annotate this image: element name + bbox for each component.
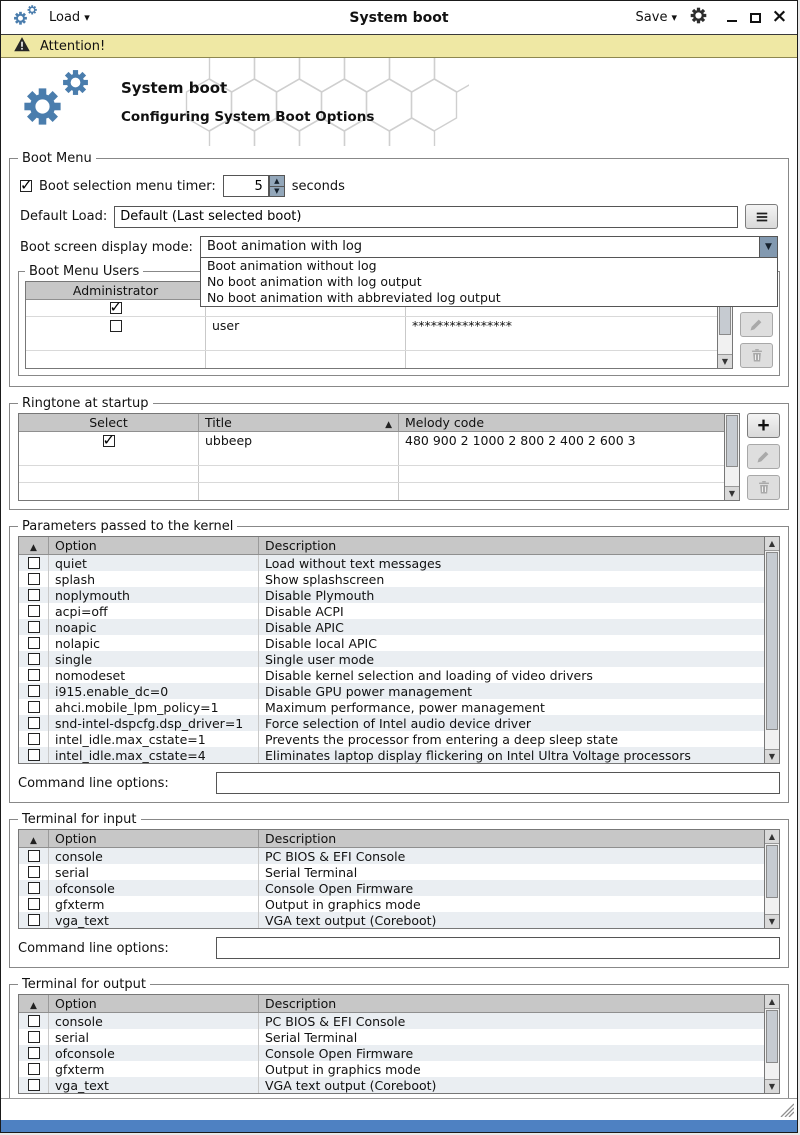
option-checkbox[interactable] — [28, 621, 40, 633]
option-name-cell: gfxterm — [49, 1061, 259, 1077]
kernel-table-body — [19, 555, 764, 763]
option-checkbox[interactable] — [28, 1015, 40, 1027]
users-col-administrator[interactable]: Administrator — [26, 282, 206, 299]
empty-row — [26, 334, 717, 351]
option-name-cell: snd-intel-dspcfg.dsp_driver=1 — [49, 715, 259, 731]
sort-asc-icon — [30, 996, 37, 1011]
kernel-params-group — [9, 519, 789, 803]
display-mode-dropdown — [200, 257, 778, 307]
option-name-cell: nolapic — [49, 635, 259, 651]
terminal-option-row[interactable] — [19, 1045, 764, 1061]
scrollbar-thumb[interactable] — [766, 1010, 778, 1063]
titlebar — [1, 1, 797, 35]
terminal-output-scrollbar[interactable] — [765, 994, 780, 1094]
kernel-option-row[interactable] — [19, 667, 764, 683]
option-description-cell: Maximum performance, power management — [265, 700, 545, 715]
option-checkbox[interactable] — [28, 850, 40, 862]
kernel-option-row[interactable] — [19, 587, 764, 603]
kernel-col-option[interactable]: Option — [49, 537, 259, 554]
option-checkbox[interactable] — [28, 653, 40, 665]
option-checkbox[interactable] — [28, 733, 40, 745]
terminal-option-row[interactable] — [19, 912, 764, 928]
timer-row — [20, 175, 778, 197]
terminal-option-row[interactable] — [19, 1013, 764, 1029]
terminal-input-table-header — [19, 830, 764, 848]
scrollbar-track[interactable] — [725, 414, 739, 486]
option-checkbox[interactable] — [28, 1063, 40, 1075]
option-description-cell: PC BIOS & EFI Console — [265, 849, 406, 864]
kernel-option-row[interactable] — [19, 619, 764, 635]
option-description-cell: PC BIOS & EFI Console — [265, 1014, 406, 1029]
timer-checkbox[interactable] — [20, 180, 32, 192]
page-title: System boot — [121, 79, 228, 97]
option-description-cell: VGA text output (Coreboot) — [265, 1078, 437, 1093]
ringtone-table-body — [19, 432, 724, 449]
terminal-input-col-option[interactable]: Option — [49, 830, 259, 847]
user-name-cell: user — [206, 317, 406, 334]
terminal-input-cmdline-input[interactable] — [216, 937, 780, 959]
option-name-cell: quiet — [49, 555, 259, 571]
edit-ringtone-button[interactable] — [747, 444, 780, 469]
settings-gear-icon[interactable] — [689, 6, 708, 29]
dropdown-option[interactable]: No boot animation with log output — [206, 274, 422, 289]
option-name-cell: intel_idle.max_cstate=1 — [49, 731, 259, 747]
option-checkbox[interactable] — [28, 1031, 40, 1043]
boot-menu-legend: Boot Menu — [22, 151, 92, 166]
terminal-input-legend: Terminal for input — [22, 812, 137, 827]
default-load-row — [20, 204, 778, 229]
dropdown-option[interactable]: No boot animation with abbreviated log output — [206, 290, 501, 305]
ringtone-melody-cell: 480 900 2 1000 2 800 2 400 2 600 3 — [405, 433, 636, 448]
option-description-cell: Console Open Firmware — [265, 1046, 414, 1061]
terminal-input-table-body — [19, 848, 764, 928]
kernel-col-description[interactable]: Description — [265, 538, 337, 553]
terminal-output-legend: Terminal for output — [22, 977, 146, 992]
sort-asc-icon — [30, 831, 37, 846]
timer-spinbox — [223, 175, 285, 197]
option-checkbox[interactable] — [28, 717, 40, 729]
combo-arrow-icon[interactable] — [759, 237, 777, 257]
default-load-menu-button[interactable] — [745, 204, 778, 229]
kernel-col-sort[interactable] — [19, 537, 49, 554]
terminal-output-col-option[interactable]: Option — [49, 995, 259, 1012]
terminal-option-row[interactable] — [19, 1061, 764, 1077]
kernel-table-header — [19, 537, 764, 555]
option-name-cell: ahci.mobile_lpm_policy=1 — [49, 699, 259, 715]
page-header — [1, 58, 797, 146]
scrollbar-thumb[interactable] — [726, 415, 738, 467]
option-description-cell: VGA text output (Coreboot) — [265, 913, 437, 928]
terminal-output-col-sort[interactable] — [19, 995, 49, 1012]
boot-menu-users-legend: Boot Menu Users — [29, 264, 140, 279]
ringtone-table-header — [19, 414, 724, 432]
option-description-cell: Output in graphics mode — [265, 1062, 421, 1077]
terminal-output-col-description[interactable]: Description — [265, 996, 337, 1011]
kernel-params-legend: Parameters passed to the kernel — [22, 519, 234, 534]
option-checkbox[interactable] — [28, 914, 40, 926]
attention-label: Attention! — [40, 38, 106, 54]
minimize-icon — [727, 20, 737, 22]
option-description-cell: Disable GPU power management — [265, 684, 473, 699]
option-name-cell: i915.enable_dc=0 — [49, 683, 259, 699]
option-description-cell: Single user mode — [265, 652, 375, 667]
scroll-down-icon[interactable] — [765, 914, 779, 928]
ringtone-group — [9, 396, 789, 510]
scroll-up-icon[interactable] — [765, 995, 779, 1009]
terminal-input-col-description[interactable]: Description — [265, 831, 337, 846]
scrollbar-track[interactable] — [765, 844, 779, 914]
terminal-output-table-header — [19, 995, 764, 1013]
kernel-params-table — [18, 536, 765, 764]
kernel-option-row[interactable] — [19, 651, 764, 667]
option-checkbox[interactable] — [28, 637, 40, 649]
option-description-cell: Disable APIC — [265, 620, 344, 635]
display-mode-label: Boot screen display mode: — [20, 239, 193, 255]
option-checkbox[interactable] — [28, 685, 40, 697]
app-gears-logo-icon — [11, 3, 40, 33]
empty-row — [26, 351, 717, 368]
hamburger-icon — [754, 210, 770, 224]
pencil-icon — [756, 449, 771, 464]
empty-row — [19, 483, 724, 500]
option-description-cell: Serial Terminal — [265, 1030, 358, 1045]
default-load-input[interactable] — [114, 206, 738, 228]
kernel-option-row[interactable] — [19, 571, 764, 587]
option-checkbox[interactable] — [28, 882, 40, 894]
kernel-scrollbar[interactable] — [765, 536, 780, 764]
bottom-accent-bar — [1, 1120, 797, 1132]
option-checkbox[interactable] — [28, 1047, 40, 1059]
option-description-cell: Serial Terminal — [265, 865, 358, 880]
plus-icon — [757, 415, 769, 436]
option-name-cell: console — [49, 848, 259, 864]
timer-input[interactable] — [223, 175, 269, 197]
option-name-cell: console — [49, 1013, 259, 1029]
option-description-cell: Force selection of Intel audio device driver — [265, 716, 532, 731]
scrollbar-thumb[interactable] — [766, 845, 778, 898]
default-load-label: Default Load: — [20, 209, 108, 224]
scroll-down-icon[interactable] — [718, 354, 732, 368]
terminal-input-scrollbar[interactable] — [765, 829, 780, 929]
option-name-cell: ofconsole — [49, 880, 259, 896]
option-description-cell: Prevents the processor from entering a deep sleep state — [265, 732, 619, 747]
option-name-cell: nomodeset — [49, 667, 259, 683]
option-name-cell: noplymouth — [49, 587, 259, 603]
option-name-cell: intel_idle.max_cstate=4 — [49, 747, 259, 763]
kernel-cmdline-row — [18, 772, 780, 794]
kernel-option-row[interactable] — [19, 683, 764, 699]
terminal-option-row[interactable] — [19, 896, 764, 912]
option-checkbox[interactable] — [28, 605, 40, 617]
app-gears-logo-large-icon — [17, 66, 95, 139]
sort-asc-icon — [385, 415, 392, 430]
trash-icon — [750, 348, 764, 363]
edit-user-button[interactable] — [740, 312, 773, 337]
ringtone-col-title-label: Title — [205, 415, 232, 430]
scrollbar-thumb[interactable] — [766, 552, 778, 730]
display-mode-combobox[interactable] — [200, 236, 778, 305]
spin-up-icon[interactable] — [270, 176, 284, 186]
empty-row — [19, 466, 724, 483]
window-title: System boot — [349, 9, 449, 26]
timer-label: Boot selection menu timer: — [39, 178, 216, 194]
terminal-input-col-sort[interactable] — [19, 830, 49, 847]
option-description-cell: Show splashscreen — [265, 572, 385, 587]
ringtone-select-checkbox[interactable] — [103, 435, 115, 447]
ringtone-scrollbar[interactable] — [725, 413, 740, 501]
add-ringtone-button[interactable] — [747, 413, 780, 438]
terminal-option-row[interactable] — [19, 864, 764, 880]
option-description-cell: Disable Plymouth — [265, 588, 375, 603]
kernel-option-row[interactable] — [19, 635, 764, 651]
terminal-option-row[interactable] — [19, 880, 764, 896]
option-name-cell: splash — [49, 571, 259, 587]
terminal-input-table — [18, 829, 765, 929]
ringtone-col-select[interactable]: Select — [19, 414, 199, 431]
delete-user-button[interactable] — [740, 343, 773, 368]
option-description-cell: Console Open Firmware — [265, 881, 414, 896]
option-description-cell: Disable local APIC — [265, 636, 377, 651]
trash-icon — [757, 480, 771, 495]
option-description-cell: Output in graphics mode — [265, 897, 421, 912]
warning-icon — [13, 36, 31, 57]
option-checkbox[interactable] — [28, 866, 40, 878]
option-description-cell: Load without text messages — [265, 556, 442, 571]
scroll-up-icon[interactable] — [765, 537, 779, 551]
option-checkbox[interactable] — [28, 669, 40, 681]
load-menu-label: Load — [49, 10, 81, 25]
boot-menu-group — [9, 151, 789, 387]
minimize-button[interactable] — [724, 10, 739, 25]
ringtone-col-melody[interactable]: Melody code — [405, 415, 485, 430]
load-menu-button[interactable] — [49, 10, 90, 25]
scroll-down-icon[interactable] — [765, 749, 779, 763]
kernel-option-row[interactable] — [19, 747, 764, 763]
kernel-option-row[interactable] — [19, 699, 764, 715]
scroll-down-icon[interactable] — [765, 1079, 779, 1093]
user-admin-checkbox[interactable] — [110, 302, 122, 314]
terminal-option-row[interactable] — [19, 848, 764, 864]
ringtone-col-title[interactable] — [199, 414, 399, 431]
maximize-button[interactable] — [748, 10, 763, 25]
attention-bar — [1, 35, 797, 58]
option-name-cell: noapic — [49, 619, 259, 635]
option-checkbox[interactable] — [28, 1079, 40, 1091]
ringtone-table-row[interactable] — [19, 432, 724, 449]
kernel-option-row[interactable] — [19, 555, 764, 571]
option-description-cell: Eliminates laptop display flickering on Intel Ultra Voltage processors — [265, 748, 691, 763]
terminal-output-table — [18, 994, 765, 1094]
timer-unit-label: seconds — [291, 178, 345, 194]
ringtone-legend: Ringtone at startup — [22, 396, 149, 411]
chevron-down-icon — [671, 10, 677, 25]
kernel-option-row[interactable] — [19, 603, 764, 619]
option-name-cell: acpi=off — [49, 603, 259, 619]
scrollbar-track[interactable] — [765, 551, 779, 749]
dropdown-option[interactable]: Boot animation without log — [206, 258, 377, 273]
terminal-input-cmdline-row — [18, 937, 780, 959]
kernel-cmdline-input[interactable] — [216, 772, 780, 794]
save-menu-button[interactable] — [636, 10, 677, 25]
scroll-down-icon[interactable] — [725, 486, 739, 500]
option-checkbox[interactable] — [28, 701, 40, 713]
option-name-cell: vga_text — [49, 1077, 259, 1093]
option-name-cell: serial — [49, 864, 259, 880]
ringtone-table — [18, 413, 725, 501]
sort-asc-icon — [30, 538, 37, 553]
empty-row — [19, 449, 724, 466]
ringtone-title-cell: ubbeep — [199, 432, 399, 449]
option-name-cell: gfxterm — [49, 896, 259, 912]
option-description-cell: Disable kernel selection and loading of video drivers — [265, 668, 593, 683]
user-password-cell: **************** — [412, 318, 512, 333]
users-table-row[interactable] — [26, 317, 717, 334]
kernel-option-row[interactable] — [19, 715, 764, 731]
kernel-option-row[interactable] — [19, 731, 764, 747]
option-checkbox[interactable] — [28, 573, 40, 585]
close-icon — [772, 10, 788, 26]
option-name-cell: serial — [49, 1029, 259, 1045]
option-checkbox[interactable] — [28, 749, 40, 761]
chevron-down-icon — [84, 10, 90, 25]
terminal-input-cmdline-label: Command line options: — [18, 940, 169, 956]
display-mode-value: Boot animation with log — [206, 239, 363, 254]
terminal-input-group — [9, 812, 789, 968]
terminal-option-row[interactable] — [19, 1029, 764, 1045]
option-name-cell: vga_text — [49, 912, 259, 928]
spin-down-icon[interactable] — [270, 186, 284, 197]
user-admin-checkbox[interactable] — [110, 320, 122, 332]
resize-grip[interactable] — [779, 1102, 794, 1117]
kernel-cmdline-label: Command line options: — [18, 775, 169, 791]
scrollbar-track[interactable] — [765, 1009, 779, 1079]
pencil-icon — [749, 317, 764, 332]
option-checkbox[interactable] — [28, 898, 40, 910]
main-content — [1, 146, 797, 1098]
option-checkbox[interactable] — [28, 589, 40, 601]
delete-ringtone-button[interactable] — [747, 475, 780, 500]
option-name-cell: single — [49, 651, 259, 667]
save-menu-label: Save — [635, 10, 668, 25]
terminal-option-row[interactable] — [19, 1077, 764, 1093]
page-subtitle: Configuring System Boot Options — [121, 109, 375, 125]
scroll-up-icon[interactable] — [765, 830, 779, 844]
close-button[interactable] — [772, 10, 787, 25]
ringtone-actions — [747, 413, 780, 501]
terminal-output-table-body — [19, 1013, 764, 1093]
status-strip — [1, 1098, 797, 1120]
maximize-icon — [750, 13, 761, 23]
option-description-cell: Disable ACPI — [265, 604, 344, 619]
option-checkbox[interactable] — [28, 557, 40, 569]
option-name-cell: ofconsole — [49, 1045, 259, 1061]
